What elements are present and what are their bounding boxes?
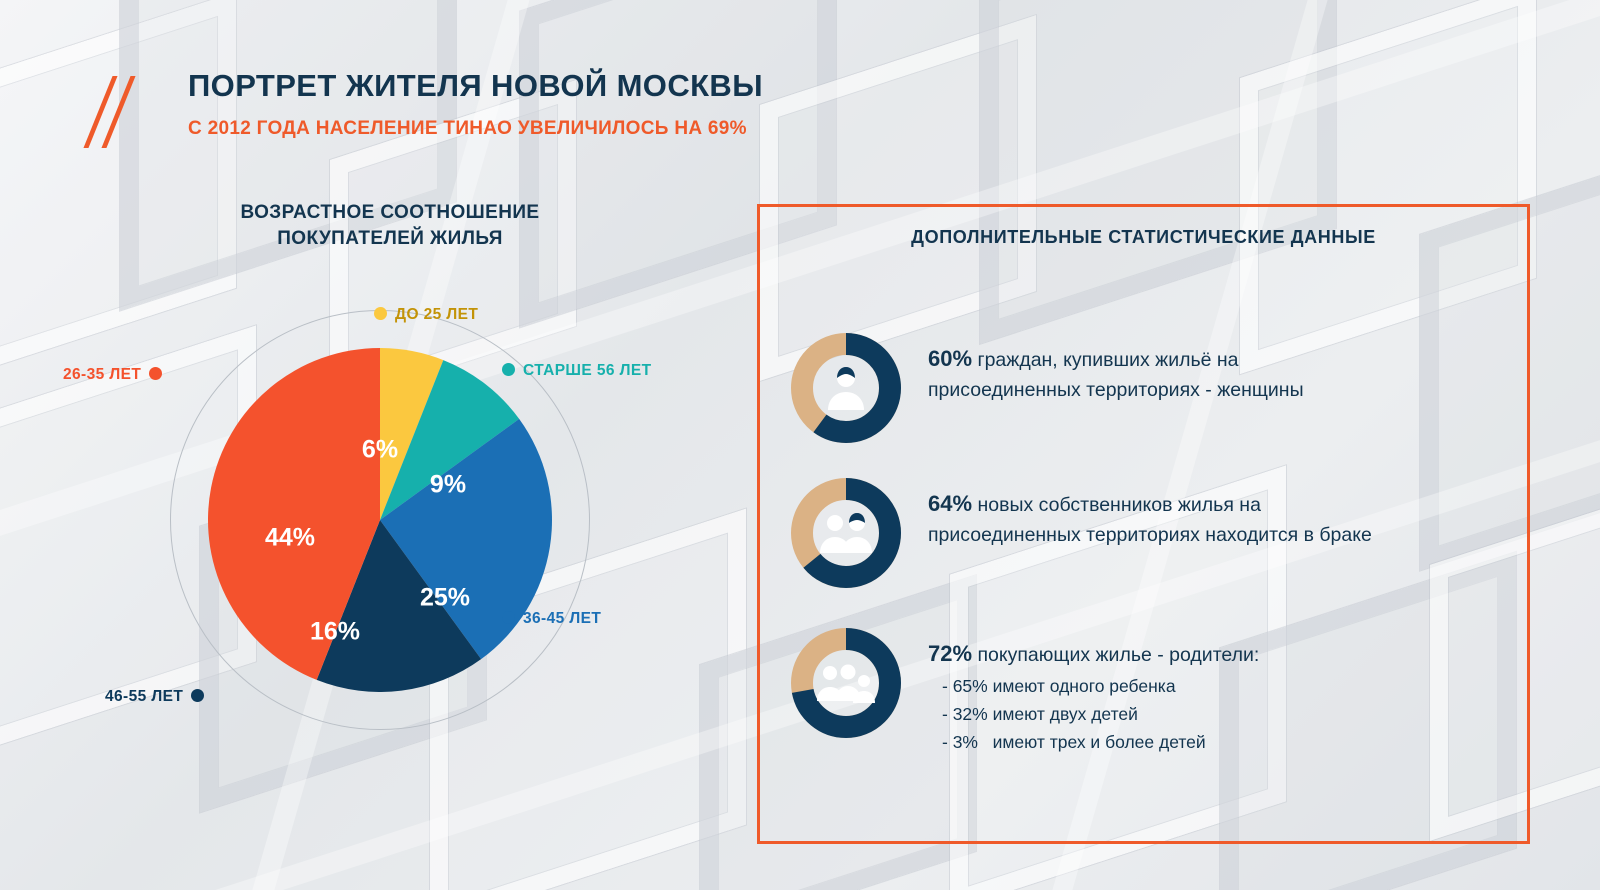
chart-title-line2: ПОКУПАТЕЛЕЙ ЖИЛЬЯ	[277, 228, 503, 249]
page-subtitle: С 2012 ГОДА НАСЕЛЕНИЕ ТИНАО УВЕЛИЧИЛОСЬ НА 69%	[188, 118, 747, 139]
stat-sub-item: - 3% имеют трех и более детей	[942, 732, 1206, 752]
donut-64	[790, 477, 902, 589]
stat-sub-item: - 65% имеют одного ребенка	[942, 676, 1176, 696]
family-icon	[814, 651, 878, 715]
stat-line1: покупающих жилье - родители:	[977, 644, 1260, 666]
slice-label-26-35: 44%	[264, 523, 316, 552]
legend-label-under25: ДО 25 ЛЕТ	[395, 306, 479, 323]
stat-line1: граждан, купивших жильё на	[977, 349, 1239, 371]
slice-label-over56: 9%	[429, 470, 467, 499]
legend-dot-yellow-icon	[374, 307, 387, 320]
legend-item-over56[interactable]	[494, 362, 651, 380]
stat-row	[790, 627, 1505, 756]
slice-label-46-55: 16%	[309, 617, 361, 646]
stat-text	[928, 627, 1259, 756]
stat-sub-list	[928, 672, 1259, 756]
donut-72	[790, 627, 902, 739]
legend-item-under25[interactable]	[366, 306, 478, 324]
legend-dot-teal-icon	[502, 363, 515, 376]
chart-title-line1: ВОЗРАСТНОЕ СООТНОШЕНИЕ	[240, 202, 540, 223]
stat-sub-item: - 32% имеют двух детей	[942, 704, 1138, 724]
woman-icon	[814, 356, 878, 420]
stat-line1: новых собственников жилья на	[977, 494, 1261, 516]
slice-label-under25: 6%	[361, 435, 399, 464]
accent-slash-icon	[92, 76, 152, 156]
legend-dot-blue-icon	[502, 611, 515, 624]
legend-label-46-55: 46-55 ЛЕТ	[105, 688, 184, 705]
page-header	[92, 68, 992, 140]
stat-percent: 60%	[928, 346, 973, 371]
chart-title	[80, 200, 700, 252]
legend-item-36-45[interactable]	[494, 610, 601, 628]
legend-label-over56: СТАРШЕ 56 ЛЕТ	[523, 362, 652, 379]
stat-text	[928, 477, 1372, 550]
additional-stats-panel	[757, 204, 1530, 844]
slice-label-36-45: 25%	[419, 583, 471, 612]
legend-label-36-45: 36-45 ЛЕТ	[523, 610, 602, 627]
stat-line2: присоединенных территориях - женщины	[928, 379, 1304, 401]
page-title: ПОРТРЕТ ЖИТЕЛЯ НОВОЙ МОСКВЫ	[188, 68, 763, 103]
age-pie-chart-section	[60, 200, 750, 800]
legend-item-26-35[interactable]	[63, 366, 170, 384]
stat-text	[928, 332, 1304, 405]
stat-row	[790, 477, 1505, 589]
stat-percent: 72%	[928, 641, 973, 666]
stat-line2: присоединенных территориях находится в браке	[928, 524, 1372, 546]
couple-icon	[814, 501, 878, 565]
stats-panel-title: ДОПОЛНИТЕЛЬНЫЕ СТАТИСТИЧЕСКИЕ ДАННЫЕ	[911, 227, 1376, 247]
stat-percent: 64%	[928, 491, 973, 516]
legend-item-46-55[interactable]	[105, 688, 212, 706]
legend-label-26-35: 26-35 ЛЕТ	[63, 366, 142, 383]
stat-row	[790, 332, 1505, 444]
donut-60	[790, 332, 902, 444]
legend-dot-red-icon	[149, 367, 162, 380]
pie-svg	[208, 348, 552, 692]
legend-dot-navy-icon	[191, 689, 204, 702]
